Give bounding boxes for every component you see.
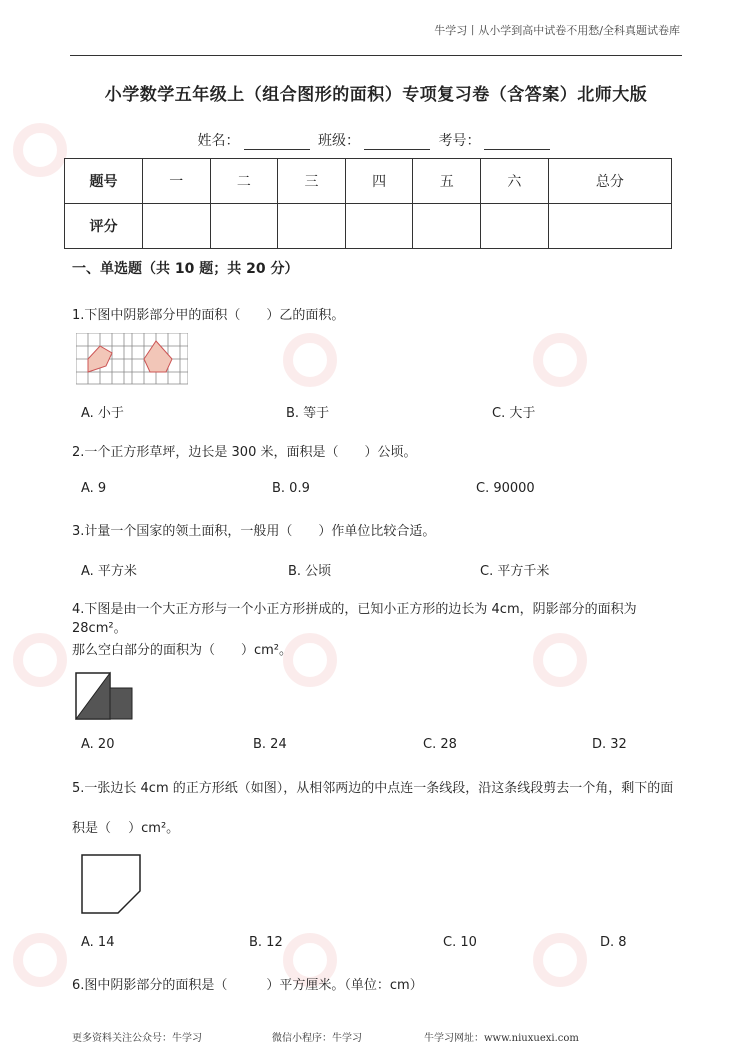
question-1: 1.下图中阴影部分甲的面积（ ）乙的面积。 [72, 308, 345, 323]
q2-option-a[interactable]: A. 9 [81, 481, 107, 496]
exam-number-field[interactable] [484, 135, 550, 150]
name-field[interactable] [244, 135, 310, 150]
score-table-score-row [65, 204, 672, 249]
question-2: 2.一个正方形草坪，边长是 300 米，面积是（ ）公顷。 [72, 445, 417, 460]
col-6: 六 [481, 159, 549, 204]
question-5: 5.一张边长 4cm 的正方形纸（如图），从相邻两边的中点连一条线段，沿这条线段剪去一个角，剩下的面 [72, 781, 674, 796]
section-heading: 一、单选题（共 10 题；共 20 分） [72, 261, 299, 277]
col-1: 一 [143, 159, 211, 204]
footer-wechat-account: 更多资料关注公众号：牛学习 [72, 1033, 202, 1044]
question-4-continued: 那么空白部分的面积为（ ）cm²。 [72, 643, 293, 658]
score-cell[interactable] [481, 204, 549, 249]
col-5: 五 [413, 159, 481, 204]
student-info [0, 130, 752, 150]
class-label: 班级： [318, 133, 360, 149]
q5-option-d[interactable]: D. 8 [600, 935, 627, 950]
q1-option-c[interactable]: C. 大于 [492, 406, 536, 421]
page-title: 小学数学五年级上（组合图形的面积）专项复习卷（含答案）北师大版 [104, 85, 648, 105]
score-cell[interactable] [345, 204, 413, 249]
score-cell[interactable] [143, 204, 211, 249]
question-5-cut-square-figure [80, 853, 144, 915]
question-4-squares-figure [74, 671, 134, 721]
q4-option-d[interactable]: D. 32 [592, 737, 627, 752]
q2-option-b[interactable]: B. 0.9 [272, 481, 310, 496]
name-label: 姓名： [197, 133, 240, 149]
question-3: 3.计量一个国家的领土面积，一般用（ ）作单位比较合适。 [72, 524, 436, 539]
score-cell[interactable] [210, 204, 278, 249]
footer-mini-program: 微信小程序：牛学习 [272, 1033, 362, 1044]
q3-option-c[interactable]: C. 平方千米 [480, 564, 550, 579]
q5-option-b[interactable]: B. 12 [249, 935, 283, 950]
score-cell[interactable] [278, 204, 346, 249]
q4-option-a[interactable]: A. 20 [81, 737, 115, 752]
q3-option-a[interactable]: A. 平方米 [81, 564, 137, 579]
q1-option-a[interactable]: A. 小于 [81, 406, 124, 421]
class-field[interactable] [364, 135, 430, 150]
q4-option-b[interactable]: B. 24 [253, 737, 287, 752]
col-2: 二 [210, 159, 278, 204]
q5-option-a[interactable]: A. 14 [81, 935, 115, 950]
page-header: 牛学习丨从小学到高中试卷不用愁/全科真题试卷库 [434, 24, 680, 37]
col-4: 四 [345, 159, 413, 204]
score-cell[interactable] [548, 204, 671, 249]
question-6: 6.图中阴影部分的面积是（ ）平方厘米。（单位：cm） [72, 978, 423, 993]
q2-option-c[interactable]: C. 90000 [476, 481, 535, 496]
footer-website[interactable]: 牛学习网址：www.niuxuexi.com [424, 1033, 579, 1044]
header-rule [70, 55, 682, 56]
row-head-score: 评分 [65, 204, 143, 249]
question-5-continued: 积是（ ）cm²。 [72, 821, 180, 836]
score-table-header-row [65, 159, 672, 204]
row-head-question-no: 题号 [65, 159, 143, 204]
col-total: 总分 [548, 159, 671, 204]
score-table [64, 158, 672, 249]
score-cell[interactable] [413, 204, 481, 249]
q1-option-b[interactable]: B. 等于 [286, 406, 330, 421]
exam-label: 考号： [438, 133, 481, 149]
q5-option-c[interactable]: C. 10 [443, 935, 477, 950]
q3-option-b[interactable]: B. 公顷 [288, 564, 332, 579]
question-4: 4.下图是由一个大正方形与一个小正方形拼成的，已知小正方形的边长为 4cm，阴影部分的面积为 28cm²。 [72, 602, 637, 636]
col-3: 三 [278, 159, 346, 204]
question-1-grid-figure [76, 333, 188, 385]
q4-option-c[interactable]: C. 28 [423, 737, 457, 752]
